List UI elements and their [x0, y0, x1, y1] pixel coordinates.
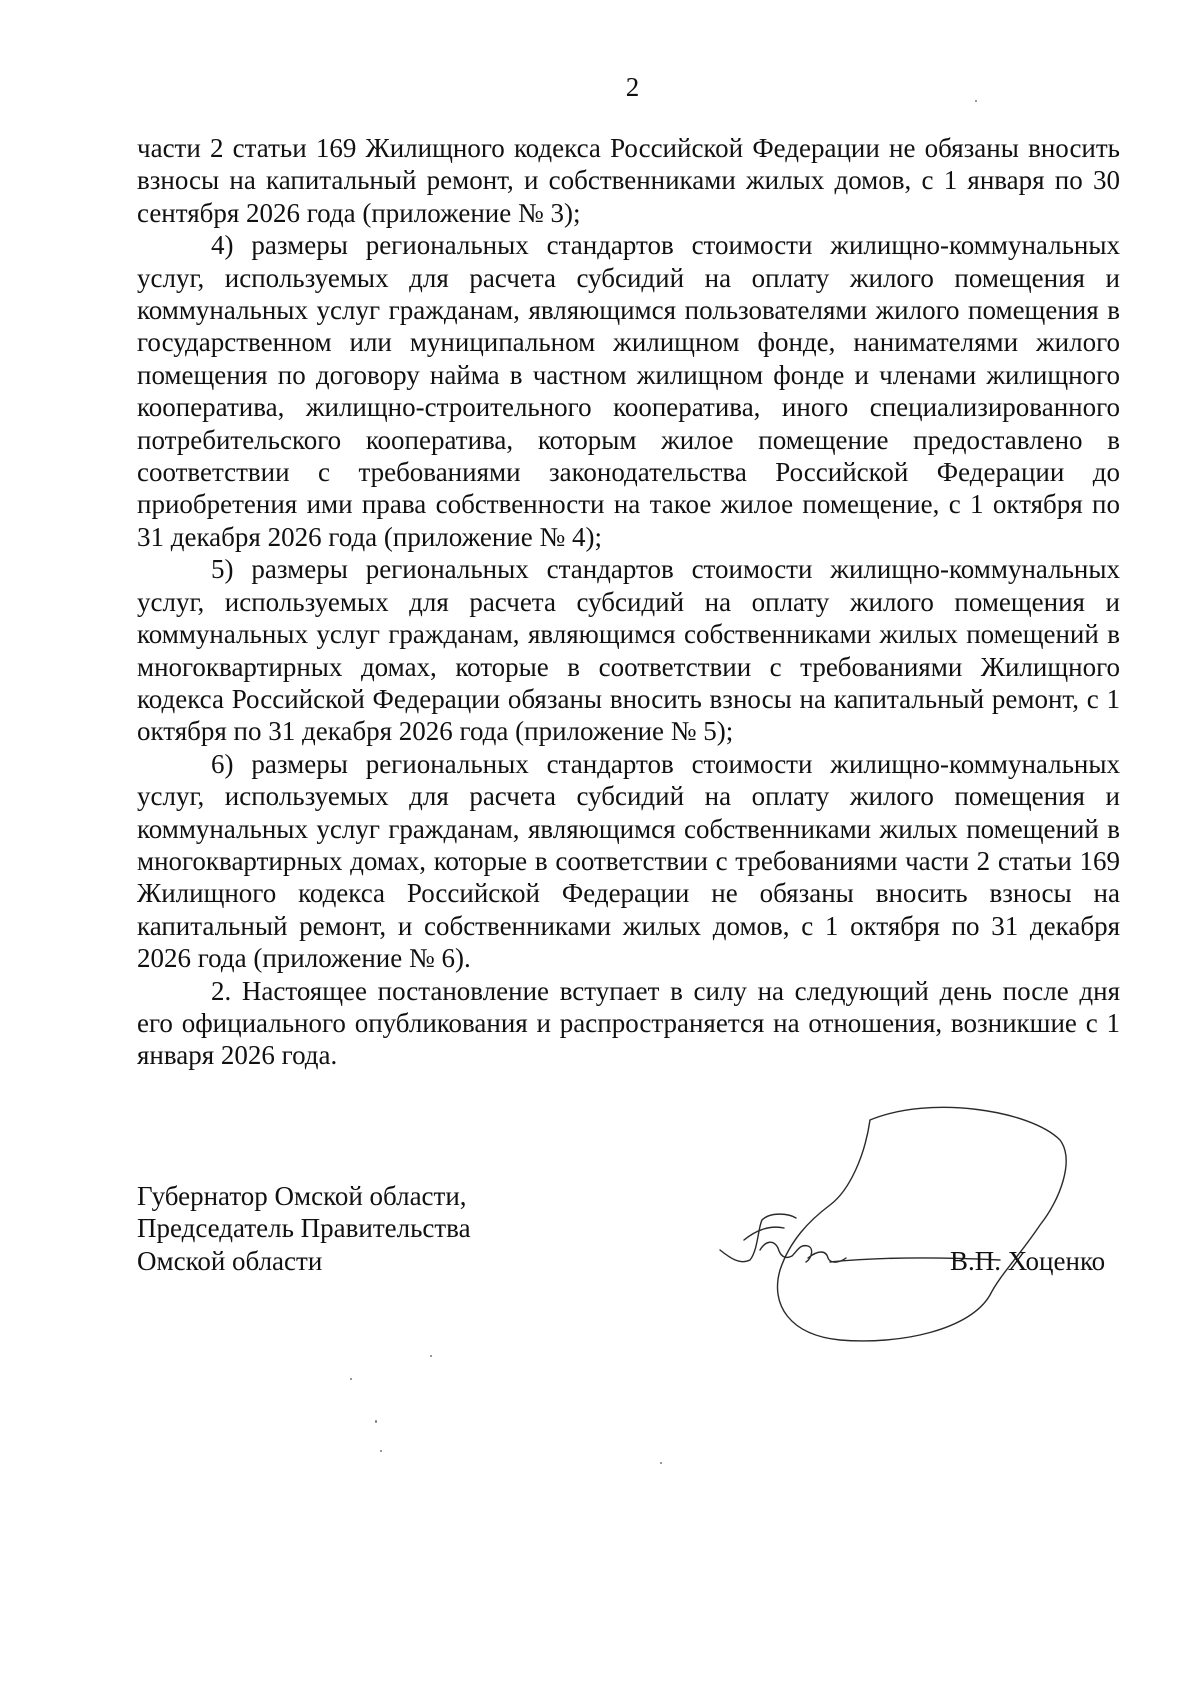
- signatory-name: В.П. Хоценко: [950, 1246, 1106, 1276]
- signatory-title-line: Председатель Правительства: [137, 1213, 471, 1244]
- page-number: 2: [625, 72, 640, 102]
- scan-speck: [380, 1450, 382, 1452]
- signatory-title-line: Омской области: [137, 1245, 323, 1276]
- paragraph-item-6: 6) размеры региональных стандартов стоимости жилищно-коммунальных услуг, используемых для расчета субсидий на оплату жилого помещения и коммунальных услуг гражданам, являющимся собственниками жилых помещений в многоквартирных домах, которые в соответствии с требованиями части 2 статьи 169 Жилищного кодекса Российской Федерации не обязаны вносить взносы на капитальный ремонт, и собственниками жилых домов, с 1 октября по 31 декабря 2026 года (приложение № 6).: [137, 748, 1120, 974]
- paragraph-item-5: 5) размеры региональных стандартов стоимости жилищно-коммунальных услуг, используемых для расчета субсидий на оплату жилого помещения и коммунальных услуг гражданам, являющимся собственниками жилых помещений в многоквартирных домах, которые в соответствии с требованиями Жилищного кодекса Российской Федерации обязаны вносить взносы на капитальный ремонт, с 1 октября по 31 декабря 2026 года (приложение № 5);: [137, 554, 1120, 747]
- paragraph-item-4: 4) размеры региональных стандартов стоимости жилищно-коммунальных услуг, используемых для расчета субсидий на оплату жилого помещения и коммунальных услуг гражданам, являющимся пользователями жилого помещения в государственном или муниципальном жилищном фонде, нанимателями жилого помещения по договору найма в частном жилищном фонде и членами жилищного кооператива, жилищно-строительного кооператива, иного специализированного потребительского кооператива, которым жилое помещение предоставлено в соответствии с требованиями законодательства Российской Федерации до приобретения ими права собственности на такое жилое помещение, с 1 октября по 31 декабря 2026 года (приложение № 4);: [137, 230, 1120, 552]
- scan-speck: [660, 1462, 662, 1464]
- paragraph-continuation: части 2 статьи 169 Жилищного кодекса Российской Федерации не обязаны вносить взносы на капитальный ремонт, и собственниками жилых домов, с 1 января по 30 сентября 2026 года (приложение № 3);: [137, 133, 1120, 228]
- scan-speck: [975, 100, 977, 102]
- handwritten-signature: [700, 1100, 1080, 1360]
- scan-speck: [430, 1355, 432, 1357]
- scan-speck: [375, 1420, 377, 1423]
- scan-speck: [350, 1378, 352, 1380]
- paragraph-effective-date: 2. Настоящее постановление вступает в силу на следующий день после дня его официального опубликования и распространяется на отношения, возникшие с 1 января 2026 года.: [137, 975, 1120, 1071]
- document-body: [137, 132, 1120, 1072]
- signatory-title-line: Губернатор Омской области,: [137, 1181, 467, 1211]
- signatory-title: [137, 1180, 471, 1277]
